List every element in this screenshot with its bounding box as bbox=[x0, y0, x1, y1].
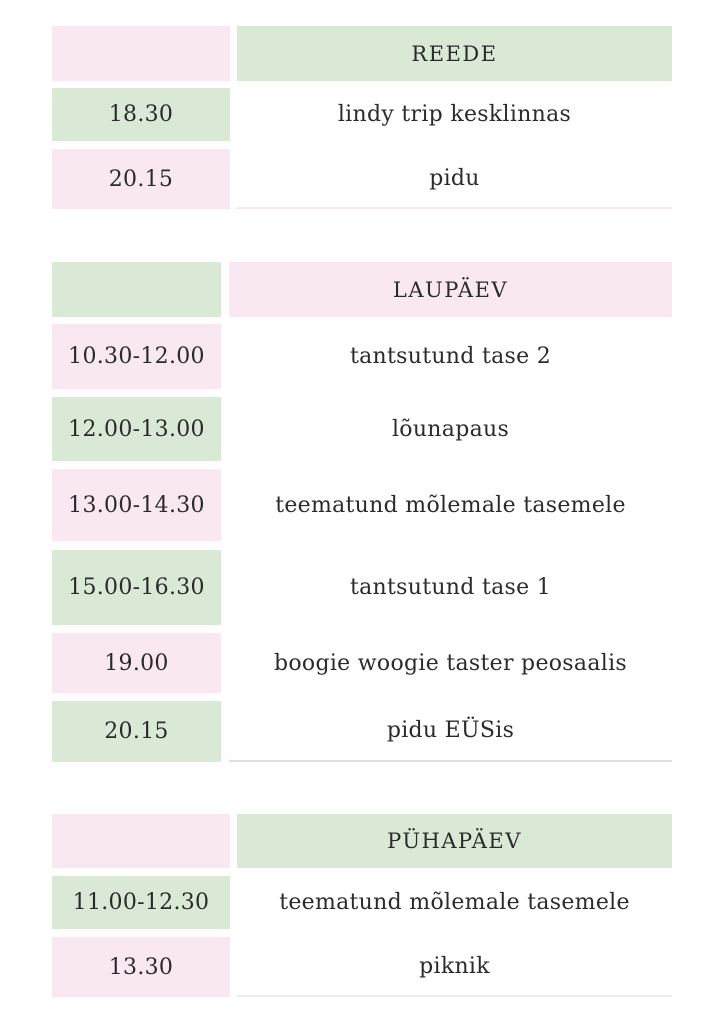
saturday-activity-3: teematund mõlemale tasemele bbox=[275, 492, 626, 518]
saturday-time-2: 12.00-13.00 bbox=[52, 397, 221, 461]
saturday-activity-2: lõunapaus bbox=[391, 416, 510, 442]
sunday-activity-2: piknik bbox=[419, 953, 490, 979]
friday-activity-1: lindy trip kesklinnas bbox=[337, 102, 572, 127]
friday-day-header: REEDE bbox=[237, 26, 672, 81]
saturday-time-1: 10.30-12.00 bbox=[52, 324, 221, 389]
saturday-bottom-rule bbox=[229, 760, 672, 762]
friday-time-1: 18.30 bbox=[52, 88, 230, 141]
saturday-activity-1: tantsutund tase 2 bbox=[349, 344, 552, 369]
friday-bottom-rule bbox=[237, 207, 672, 209]
saturday-time-5: 19.00 bbox=[52, 633, 221, 693]
sunday-time-2: 13.30 bbox=[52, 937, 230, 997]
friday-activity-2: pidu bbox=[429, 165, 480, 191]
friday-time-2: 20.15 bbox=[52, 149, 230, 209]
saturday-header-spacer bbox=[52, 262, 221, 317]
sunday-day-header: PÜHAPÄEV bbox=[237, 814, 672, 868]
sunday-header-spacer bbox=[52, 814, 230, 868]
saturday-activity-6: pidu EÜSis bbox=[386, 718, 515, 743]
saturday-time-3: 13.00-14.30 bbox=[52, 469, 221, 541]
saturday-activity-5: boogie woogie taster peosaalis bbox=[273, 650, 627, 676]
saturday-time-6: 20.15 bbox=[52, 701, 221, 762]
sunday-bottom-rule bbox=[237, 995, 672, 997]
sunday-activity-1: teematund mõlemale tasemele bbox=[279, 890, 630, 915]
saturday-activity-4: tantsutund tase 1 bbox=[349, 575, 552, 600]
saturday-time-4: 15.00-16.30 bbox=[52, 550, 221, 625]
friday-header-spacer bbox=[52, 26, 230, 81]
saturday-day-header: LAUPÄEV bbox=[229, 262, 672, 317]
sunday-time-1: 11.00-12.30 bbox=[52, 876, 230, 929]
